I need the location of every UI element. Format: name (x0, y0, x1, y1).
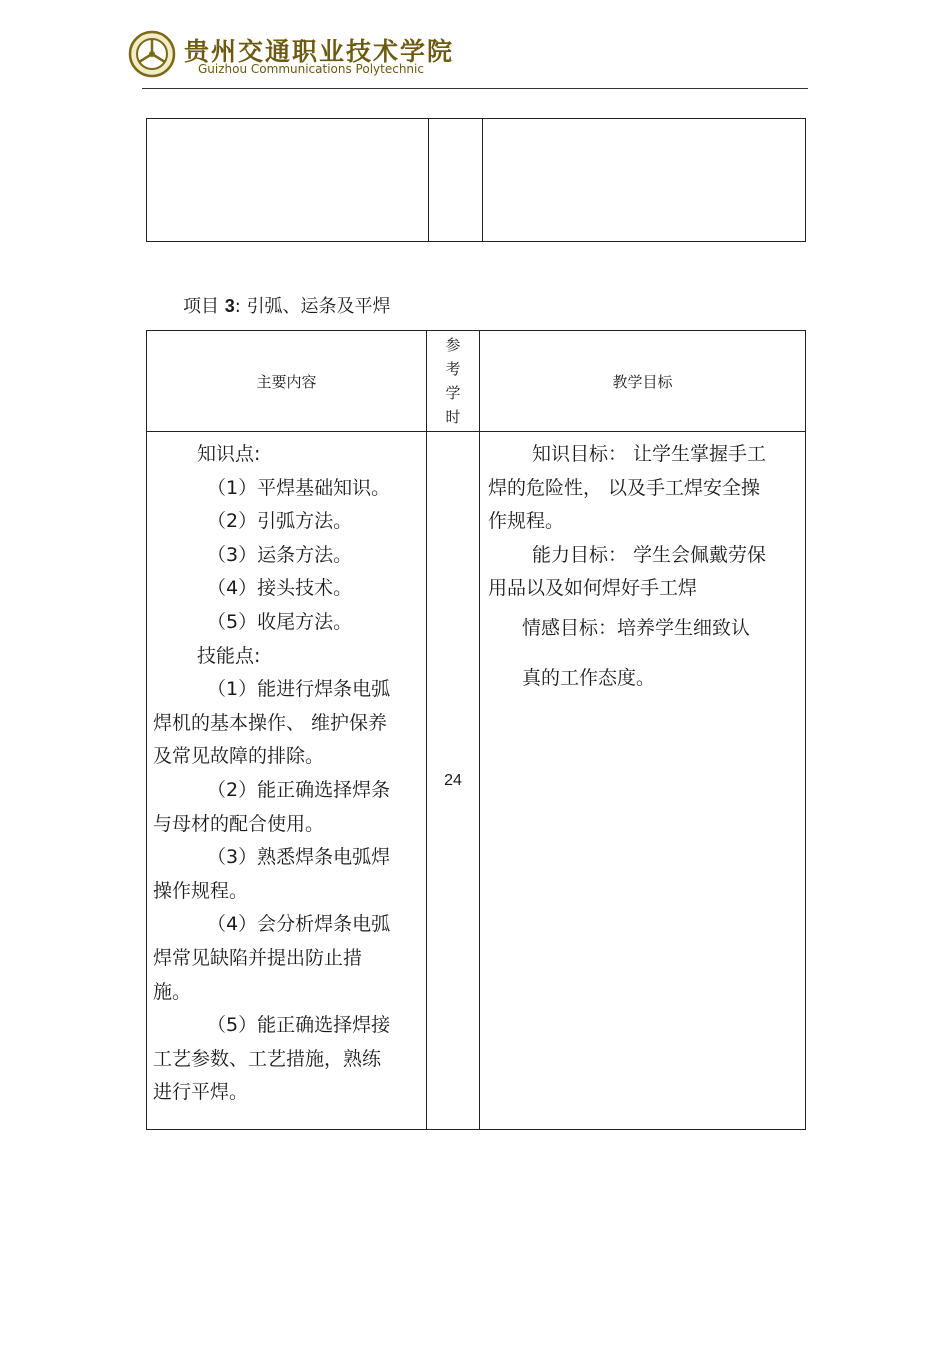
main-content-cell (147, 432, 427, 1130)
table-header-row (147, 331, 806, 432)
knowledge-item: （2）引弧方法。 (207, 510, 353, 533)
header-hours (427, 331, 480, 432)
skill-item-line: （1）能进行焊条电弧 (207, 678, 391, 701)
header-hours-char: 考 (445, 360, 461, 378)
skill-item-line: 进行平焊。 (153, 1081, 249, 1104)
table-body-row (147, 432, 806, 1130)
knowledge-label: 知识点: (197, 443, 261, 465)
teaching-goals-cell (480, 432, 806, 1130)
continued-table (146, 118, 806, 242)
skill-item-line: 焊机的基本操作、 维护保养 (153, 711, 388, 734)
school-logo-icon (128, 30, 176, 78)
school-name-en: Guizhou Communications Polytechnic (198, 62, 424, 76)
knowledge-item: （5）收尾方法。 (207, 610, 353, 633)
skill-item-line: （2）能正确选择焊条 (207, 778, 391, 801)
knowledge-goal-line: 作规程。 (488, 510, 565, 533)
knowledge-item: （4）接头技术。 (207, 577, 353, 600)
ability-goal-line: 能力目标： 学生会佩戴劳保 (532, 543, 767, 566)
skill-item-line: 工艺参数、工艺措施，熟练 (153, 1047, 382, 1070)
skill-item-line: （4）会分析焊条电弧 (207, 913, 391, 936)
section-title (183, 292, 391, 318)
course-table (146, 330, 806, 1130)
school-name-cn: 贵州交通职业技术学院 (184, 37, 455, 66)
skill-item-line: （5）能正确选择焊接 (207, 1014, 391, 1037)
page-header (128, 30, 488, 80)
skill-item-line: 焊常见缺陷并提出防止措 (153, 946, 363, 969)
section-prefix: 项目 (183, 296, 219, 317)
hours-cell (427, 432, 480, 1130)
empty-cell (429, 119, 483, 242)
hours-value: 24 (444, 771, 462, 789)
emotion-goal-line: 真的工作态度。 (522, 666, 656, 689)
header-divider (142, 88, 808, 89)
header-teaching-goals: 教学目标 (480, 331, 806, 432)
header-hours-char: 参 (445, 336, 461, 354)
skill-item-line: 操作规程。 (153, 879, 249, 902)
section-number: 3 (224, 296, 235, 316)
header-hours-char: 学 (445, 384, 461, 402)
empty-cell (147, 119, 429, 242)
empty-cell (483, 119, 806, 242)
skill-label: 技能点: (197, 644, 261, 667)
skill-item-line: 及常见故障的排除。 (153, 745, 325, 768)
knowledge-goal-line: 知识目标： 让学生掌握手工 (532, 443, 767, 465)
ability-goal-line: 用品以及如何焊好手工焊 (488, 577, 698, 600)
knowledge-item: （3）运条方法。 (207, 543, 353, 566)
skill-item-line: 施。 (153, 980, 192, 1003)
section-name: 引弧、运条及平焊 (246, 296, 391, 317)
knowledge-item: （1）平焊基础知识。 (207, 476, 391, 499)
header-hours-char: 时 (445, 408, 461, 426)
header-main-content: 主要内容 (147, 331, 427, 432)
section-separator: : (234, 296, 241, 317)
skill-item-line: 与母材的配合使用。 (153, 812, 325, 835)
knowledge-goal-line: 焊的危险性， 以及手工焊安全操 (488, 476, 761, 499)
emotion-goal-line: 情感目标：培养学生细致认 (522, 616, 751, 639)
skill-item-line: （3）熟悉焊条电弧焊 (207, 846, 391, 869)
